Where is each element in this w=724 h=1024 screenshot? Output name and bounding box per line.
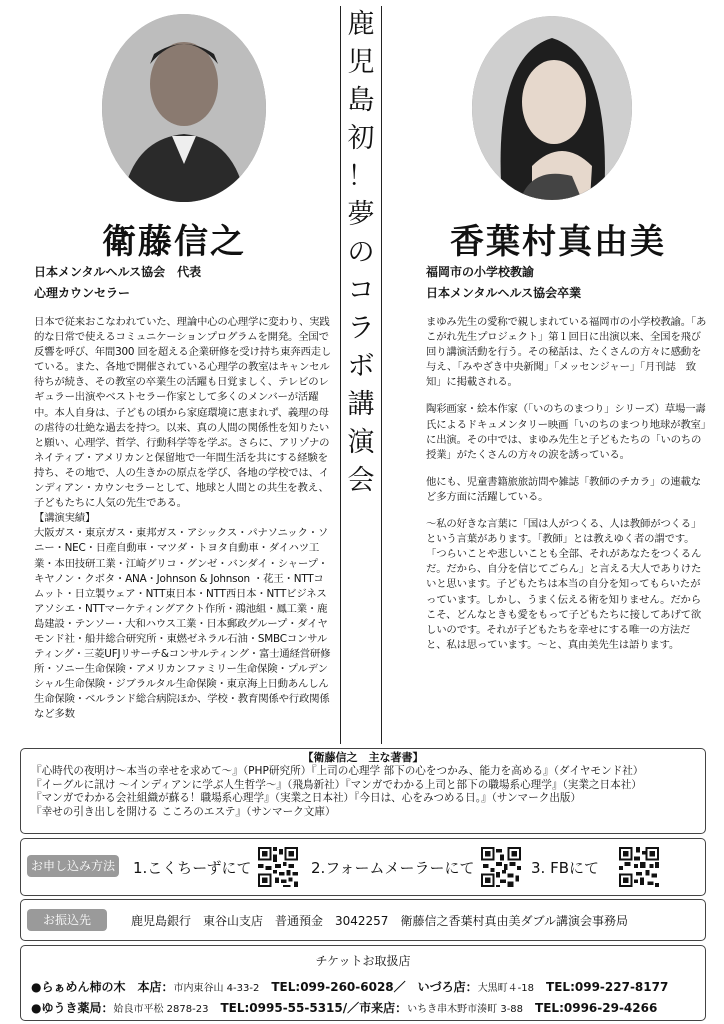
portrait-man-image [102, 14, 266, 202]
books-heading: 【衛藤信之 主な著書】 [302, 751, 424, 764]
title-char: の [347, 237, 375, 268]
bank-label: お振込先 [27, 909, 107, 931]
eto-lecture-list: 大阪ガス・東京ガス・東邦ガス・アシックス・パナソニック・ソニー・NEC・日産自動車・マツダ・トヨタ自動車・ダイハツ工業・本田技研工業・江崎グリコ・グンゼ・バンダイ・シャープ・キヤノン・クボタ・ANA・Johnson & Johnson ・花王・NTTコムット・日立製ウェア・NTT東日本・NTT西日本・NTTビジネスアソシエ・NTTマーケティングアクト作所・鴻池組・鳳工業・鹿島建設・テンソー・大和ハウス工業・日本郵政グループ・ダイヤモンド社・船井総合研究所・東燃ゼネラル石油・SMBCコンサルティング・三菱UFJリサーチ&コンサルティング・富士通経営研修所・ソニー生命保険・アメリカンファミリー生命保険・プルデンシャル生命保険・ジブラルタル生命保険・東京海上日動あんしん生命保険・ベルランド総合病院ほか、学校・教育関係や行政関係など多数 [34, 527, 331, 721]
title-char: コ [347, 275, 375, 306]
eto-portrait [102, 14, 266, 202]
outlet-address: 市内東谷山 4-33-2 [173, 983, 260, 994]
outlet-branch: いづろ店： [417, 980, 478, 994]
outlet-name: ●ゆうき薬局： [31, 1001, 114, 1015]
application-box [20, 838, 706, 896]
title-char: 演 [347, 427, 375, 458]
outlet-tel: TEL:0996-29-4266 [535, 1001, 658, 1015]
kabamura-name: 香葉村真由美 [450, 222, 666, 262]
eto-bio-text: 日本で従来おこなわれていた、理論中心の心理学に変わり、実践的な日常で使えるコミュニケーションプログラムを開発。全国で反響を呼び、年間300 回を超える企業研修を受け持ち東奔西走している。また、各地で開催されている心理学の教室はキャンセル待ちが続き、その教室の卒業生の活躍も日覚ましく、テレビのレギュラー出演やベストセラー作家として多くのメンバーが活躍中。本人自身は、子どもの頃から家庭環境に恵まれず、義理の母の虐待の壮絶な過去を持つ。以来、真の人間の関係性を知りたいと願い、心理学、哲学、行動科学等を学ぶ。さらに、アリゾナのネイティブ・アメリカンと保留地で一年間生活を共にする経験を持ち、その地で、人の生きかの原点を学び、各地の学校では、インディアン・カウンセラーとして、地球と人間との共生を教え、子どもたちに人気の先生である。 [34, 316, 332, 510]
book-line: 『マンガでわかる会社組織が蘇る！職場系心理学』（実業之日本社）『今日は、心をみつめる日。』（サンマーク出版） [31, 792, 582, 805]
book-line: 『幸せの引き出しを開ける こころのエステ』（サンマーク文庫） [31, 806, 336, 819]
book-line: 『イーグルに訊け ～インディアンに学ぶ人生哲学～』（飛鳥新社）『マンガでわかる上司と部下の職場系心理学』（実業之日本社） [31, 778, 642, 791]
title-char: 会 [347, 465, 375, 496]
qr-code-icon[interactable] [481, 847, 521, 887]
outlet-address: 大黒町４-18 [477, 983, 535, 994]
eto-bio [34, 315, 332, 723]
books-box [20, 748, 706, 834]
kabamura-bio-3: 他にも、児童書籍旅旅訪問や雑誌「教師のチカラ」の連載など多方面に活躍している。 [426, 475, 701, 503]
title-char: ラ [347, 313, 375, 344]
title-char: ボ [347, 351, 375, 382]
title-char: 島 [347, 85, 375, 116]
outlet-branch: 市来店： [359, 1001, 408, 1015]
apply-step-facebook[interactable]: 3. FBにて [531, 859, 599, 877]
title-char: 講 [347, 389, 375, 420]
kabamura-role-2: 日本メンタルヘルス協会卒業 [426, 286, 582, 300]
title-char: 児 [347, 47, 375, 78]
tickets-title: チケットお取扱店 [315, 954, 411, 968]
kabamura-bio-4: ～私の好きな言葉に「国は人がつくる、人は教師がつくる」という言葉があります。「教師」とは教えゆく者の謂です。「つらいことや悲しいことも全部、それがあなたをつくるんだ。だから、自分を信じてごらん」と言える大人でありけたいと思います。子どもたちは本当の自分を知ってもらいたがっています。しかし、うまく伝える術を知りません。だからこそ、どんなときも愛をもって子どもたちに接してあげて欲しいのです。それが子どもたちを幸せにする唯一の方法だと、私は思っています。～と、真由美先生は語ります。 [426, 518, 702, 651]
kabamura-bio-2: 陶彩画家・絵本作家（「いのちのまつり」シリーズ）草場一壽氏によるドキュメンタリー映画「いのちのまつり地球が教室」に出演。その中では、まゆみ先生と子どもたちの「いのちの授業」がたくさんの方々の涙を誘っている。 [426, 403, 706, 461]
book-line: 『心時代の夜明け～本当の幸せを求めて～』（PHP研究所）『上司の心理学 部下の心をつかみ、能力を高める』（ダイヤモンド社） [31, 764, 644, 777]
kabamura-portrait [472, 16, 632, 200]
bank-transfer-box [20, 899, 706, 941]
ticket-outlet-pharmacy [31, 999, 657, 1016]
apply-step-formmailer[interactable]: 2.フォームメーラーにて [311, 859, 475, 877]
kabamura-role-1: 福岡市の小学校教諭 [426, 265, 535, 279]
outlet-address: 姶良市平松 2878-23 [113, 1004, 209, 1015]
outlet-name: ●らぁめん柿の木 本店： [31, 980, 174, 994]
title-char: 夢 [347, 199, 375, 230]
apply-step-kokuchizu[interactable]: 1.こくちーずにて [133, 859, 252, 877]
eto-lecture-heading: 【講演実績】 [34, 512, 96, 525]
portrait-woman-image [472, 16, 632, 200]
eto-role-2: 心理カウンセラー [34, 286, 131, 300]
title-char: 初 [347, 123, 375, 154]
kabamura-bio [426, 315, 708, 653]
eto-name: 衛藤信之 [102, 222, 246, 262]
title-char: ！ [347, 161, 375, 192]
qr-code-icon[interactable] [619, 847, 659, 887]
title-char: 鹿 [347, 9, 375, 40]
outlet-address: いちき串木野市湊町 3-88 [407, 1004, 524, 1015]
kabamura-bio-1: まゆみ先生の愛称で親しまれている福岡市の小学校教諭。「あこがれ先生プロジェクト」第１回日に出演以来、全国を飛び回り講演活動を行う。その秘話は、たくさんの方々に感動を与え、「みやざき中央新聞」「メッセンジャー」「月刊誌 致知」に掲載される。 [426, 316, 707, 389]
apply-label: お申し込み方法 [27, 855, 119, 877]
ticket-outlets-box [20, 945, 706, 1021]
qr-code-icon[interactable] [258, 847, 298, 887]
bank-details: 鹿児島銀行 東谷山支店 普通預金 3042257 衛藤信之香葉村真由美ダブル講演会事務局 [131, 914, 628, 928]
vertical-title [340, 6, 382, 744]
outlet-tel: TEL:099-260-6028／ [271, 980, 406, 994]
eto-role-1: 日本メンタルヘルス協会 代表 [34, 265, 202, 279]
outlet-tel: TEL:0995-55-5315/／ [220, 1001, 360, 1015]
outlet-tel: TEL:099-227-8177 [546, 980, 669, 994]
ticket-outlet-ramen [31, 978, 668, 995]
